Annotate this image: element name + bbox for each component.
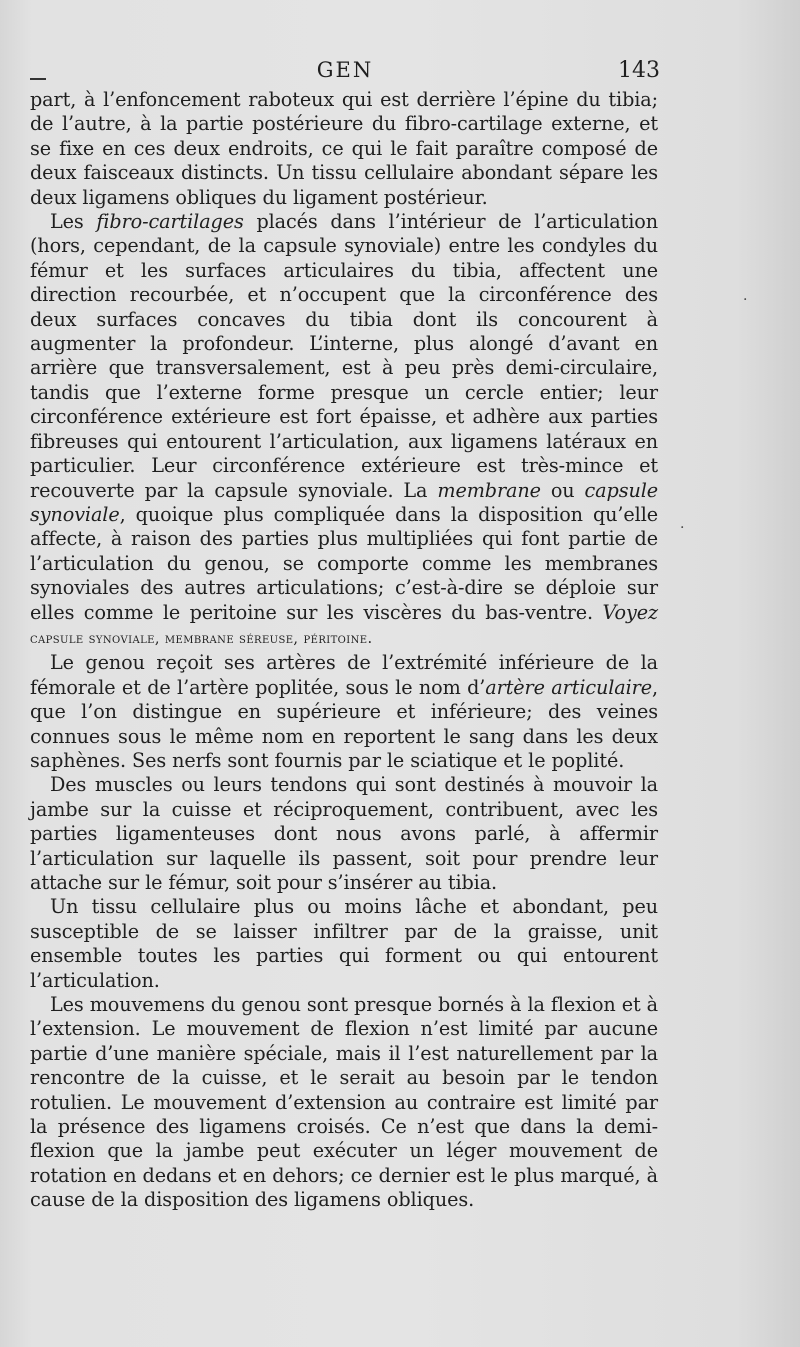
running-head	[30, 58, 660, 88]
text-run: , que l’on distingue en supérieure et inférieure; des veines connues sous le même nom en reportent le sang dans les deux saphènes. Ses nerfs sont fournis par le sciatique et le poplité.	[30, 675, 659, 772]
text-run: , quoique plus compliquée dans la disposition qu’elle affecte, à raison des parties plus multipliées qui font partie de l’articulation du genou, se comporte comme les membranes synoviales des autres articulations; c’est-à-dire se déploie sur elles comme le peritoine sur les viscères du bas-ventre.	[30, 502, 658, 624]
text-run: ou	[540, 478, 585, 502]
paragraph	[30, 210, 658, 651]
paragraph	[30, 88, 658, 210]
small-caps-text: capsule synoviale, membrane séreuse, péritoine.	[30, 629, 373, 647]
text-run: Les mouvemens du genou sont presque bornés à la flexion et à l’extension. Le mouvement de flexion n’est limité par aucune partie d’une manière spéciale, mais il l’est naturellement par la rencontre de la cuisse, et le serait au besoin par le tendon rotulien. Le mouvement d’extension au contraire est limité par la présence des ligamens croisés. Ce n’est que dans la demi-flexion que la jambe peut exécuter un léger mouvement de rotation en dedans et en dehors; ce dernier est le plus marqué, à cause de la disposition des ligamens obliques.	[30, 993, 658, 1212]
text-run: placés dans l’intérieur de l’articulation (hors, cependant, de la capsule synoviale) entre les condyles du fémur et les surfaces articulaires du tibia, affectent une direction recourbée, et n’occupent que la circonférence des deux surfaces concaves du tibia dont ils concourent à augmenter la profondeur. L’interne, plus alongé d’avant en arrière que transversalement, est à peu près demi-circulaire, tandis que l’externe forme presque un cercle entier; leur circonférence extérieure est fort épaisse, et adhère aux parties fibreuses qui entourent l’articulation, aux ligamens latéraux en particulier. Leur circonférence extérieure est très-mince et recouverte par la capsule synoviale. La	[30, 210, 658, 502]
text-run: Un tissu cellulaire plus ou moins lâche et abondant, peu susceptible de se laisser infiltrer par de la graisse, unit ensemble toutes les parties qui forment ou qui entourent l’articulation.	[30, 895, 658, 992]
italic-text: membrane	[437, 478, 541, 502]
margin-speck: ·	[680, 520, 685, 536]
text-run: Des muscles ou leurs tendons qui sont destinés à mouvoir la jambe sur la cuisse et réciproquement, contribuent, avec les parties ligamenteuses dont nous avons parlé, à affermir l’articulation sur laquelle ils passent, soit pour prendre leur attache sur le fémur, soit pour s’insérer au tibia.	[30, 773, 658, 894]
paragraph	[30, 895, 658, 993]
text-run: part, à l’enfoncement raboteux qui est derrière l’épine du tibia; de l’autre, à la partie postérieure du fibro-cartilage externe, et se fixe en ces deux endroits, ce qui le fait paraître composé de deux faisceaux distincts. Un tissu cellulaire abondant sépare les deux ligamens obliques du ligament postérieur.	[30, 88, 658, 209]
paragraph	[30, 773, 658, 895]
italic-text: fibro-cartilages	[96, 210, 244, 234]
page-number: 143	[618, 58, 660, 83]
running-head-title: GEN	[316, 58, 374, 82]
text-run: Le genou reçoit ses artères de l’extrémité inférieure de la fémorale et de l’artère poplitée, sous le nom d’	[30, 651, 658, 699]
margin-speck: ·	[743, 292, 748, 308]
text-run: Les	[50, 210, 97, 234]
italic-text: capsule synoviale	[30, 478, 658, 526]
paragraph	[30, 993, 658, 1213]
italic-text: Voyez	[602, 600, 658, 624]
paragraph	[30, 651, 658, 773]
body-text	[30, 88, 658, 1213]
italic-text: artère articulaire	[485, 675, 653, 699]
